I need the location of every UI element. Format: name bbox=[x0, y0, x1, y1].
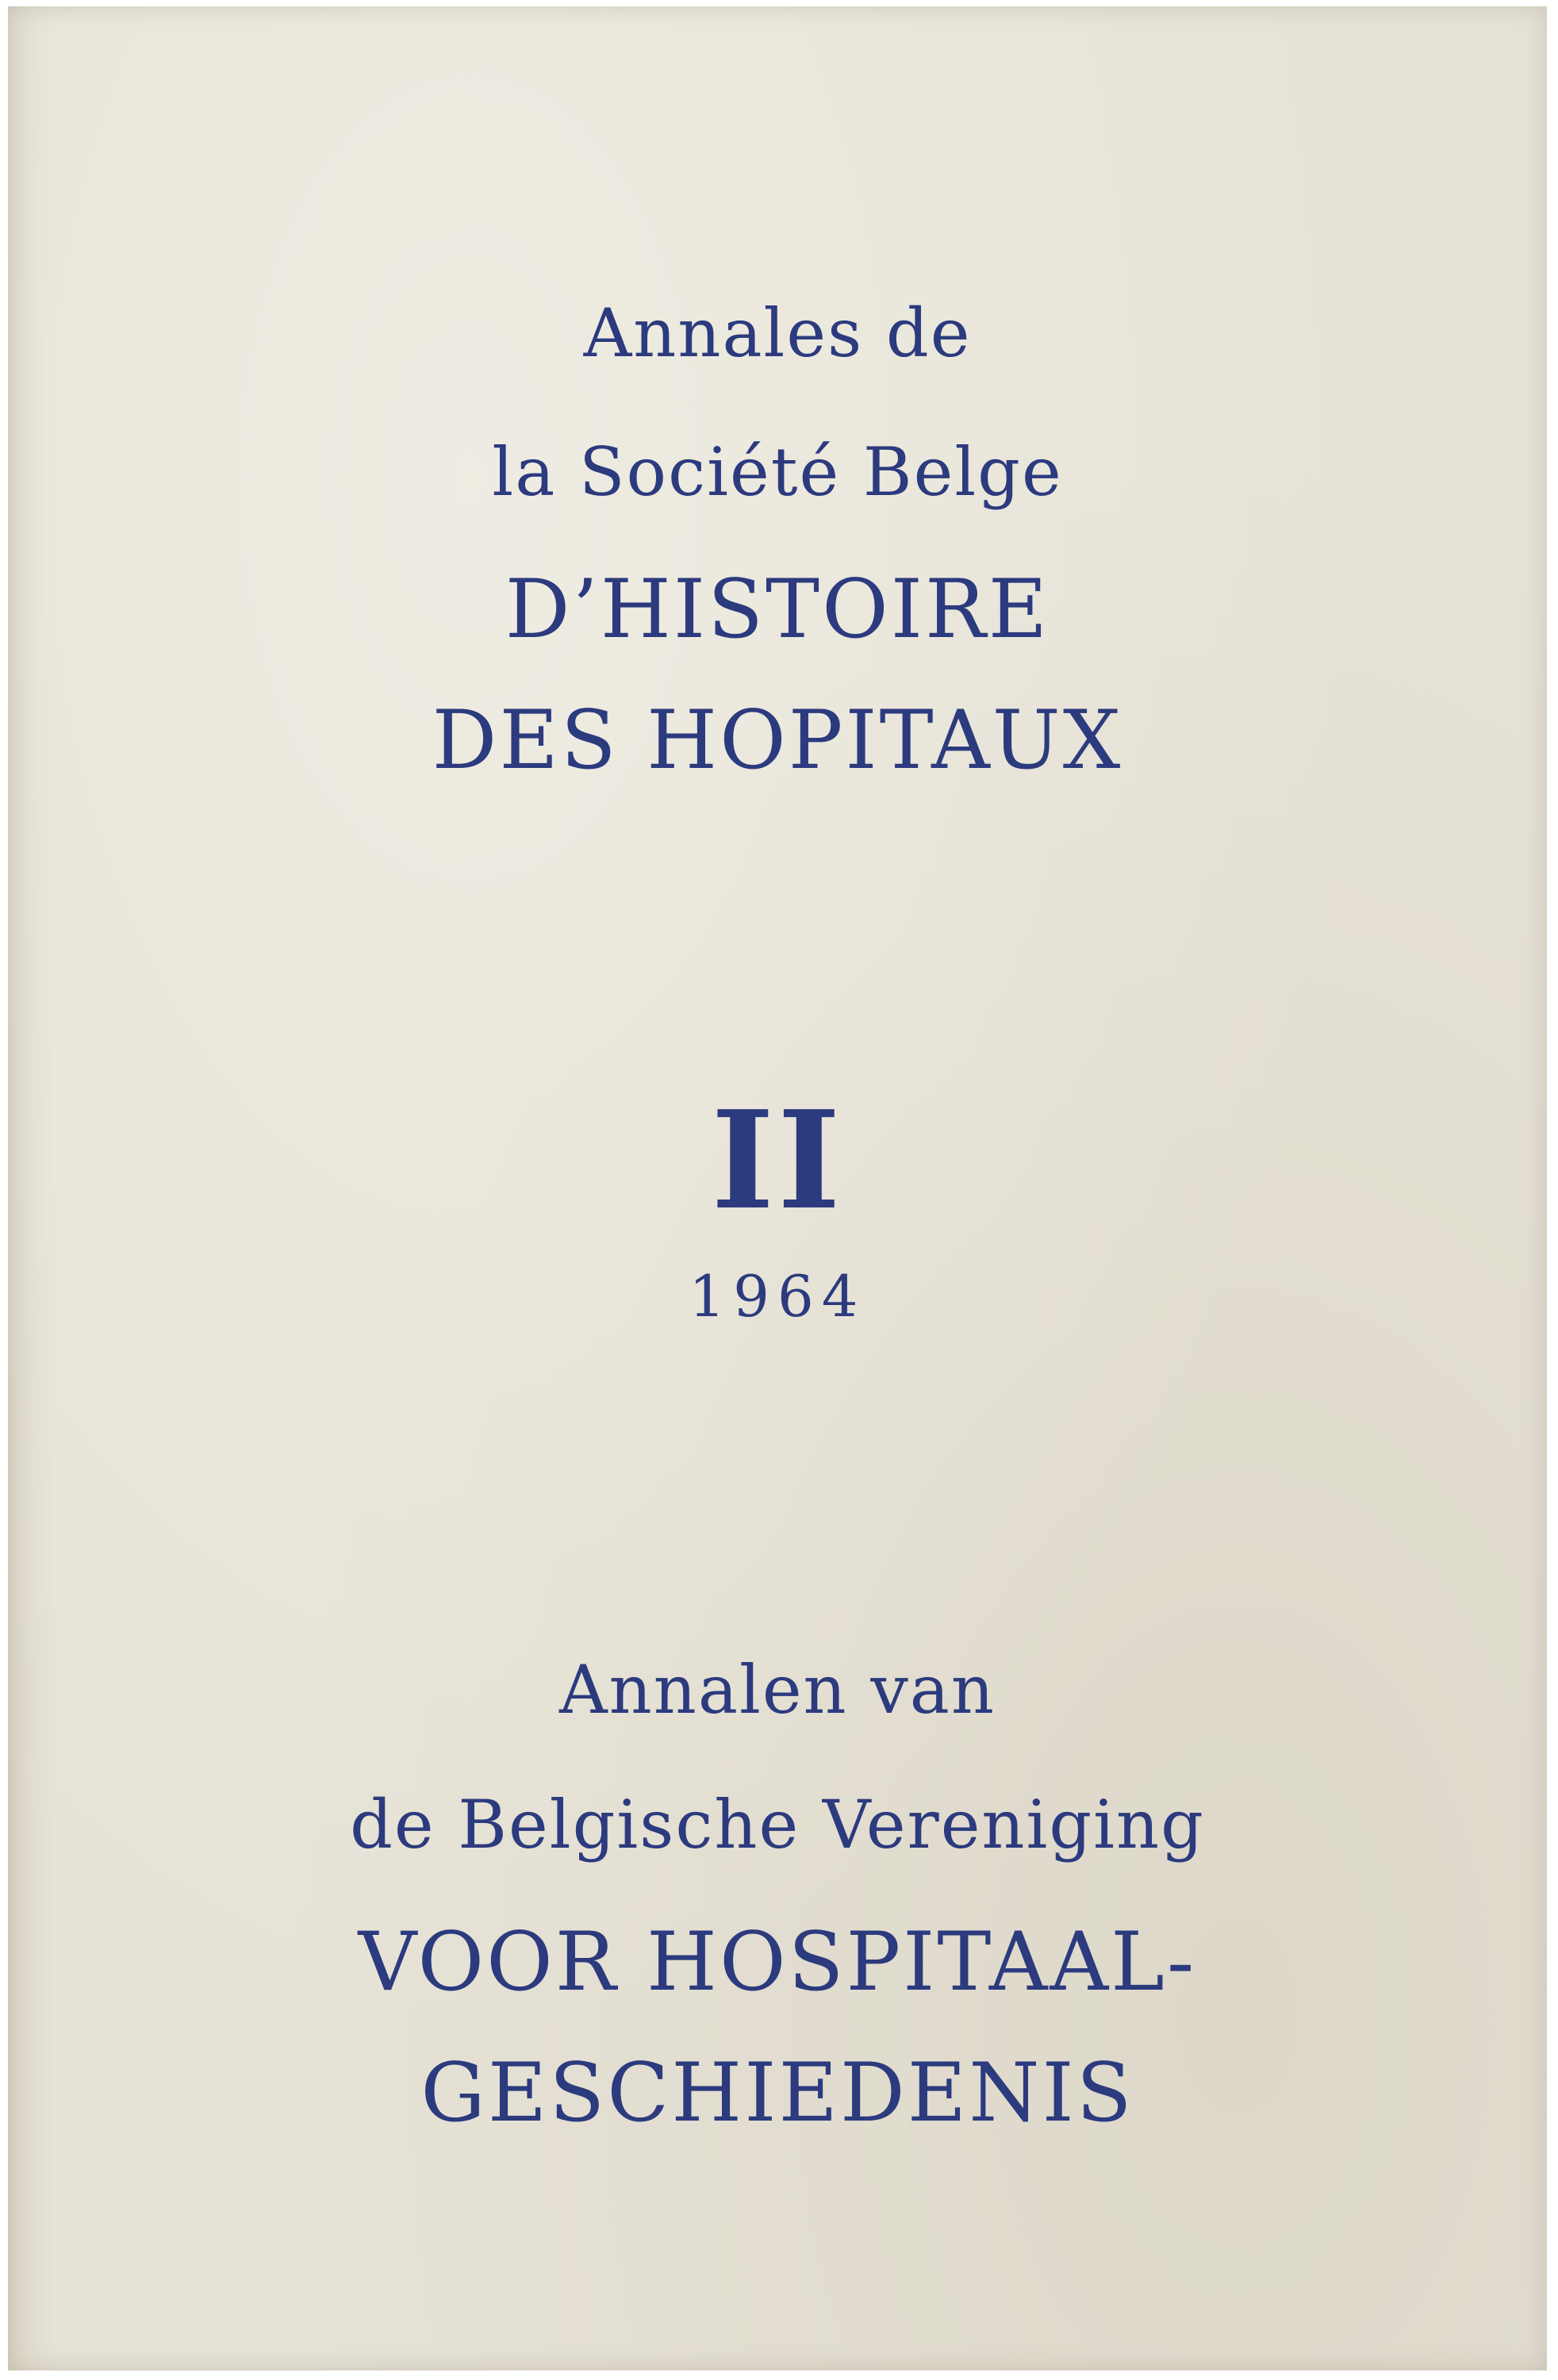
french-title-line-3: D’HISTOIRE bbox=[505, 562, 1050, 657]
dutch-title-line-3: VOOR HOSPITAAL- bbox=[358, 1915, 1197, 2010]
dutch-title-line-1: Annalen van bbox=[559, 1651, 996, 1729]
book-cover bbox=[8, 6, 1547, 2370]
french-title-line-4: DES HOPITAUX bbox=[432, 693, 1123, 788]
french-title-line-1: Annales de bbox=[583, 294, 972, 372]
publication-year: 1964 bbox=[689, 1263, 866, 1330]
volume-number: II bbox=[711, 1081, 844, 1240]
french-title-line-2: la Société Belge bbox=[492, 433, 1063, 511]
dutch-title-line-2: de Belgische Vereniging bbox=[350, 1786, 1205, 1864]
dutch-title-line-4: GESCHIEDENIS bbox=[420, 2046, 1134, 2140]
